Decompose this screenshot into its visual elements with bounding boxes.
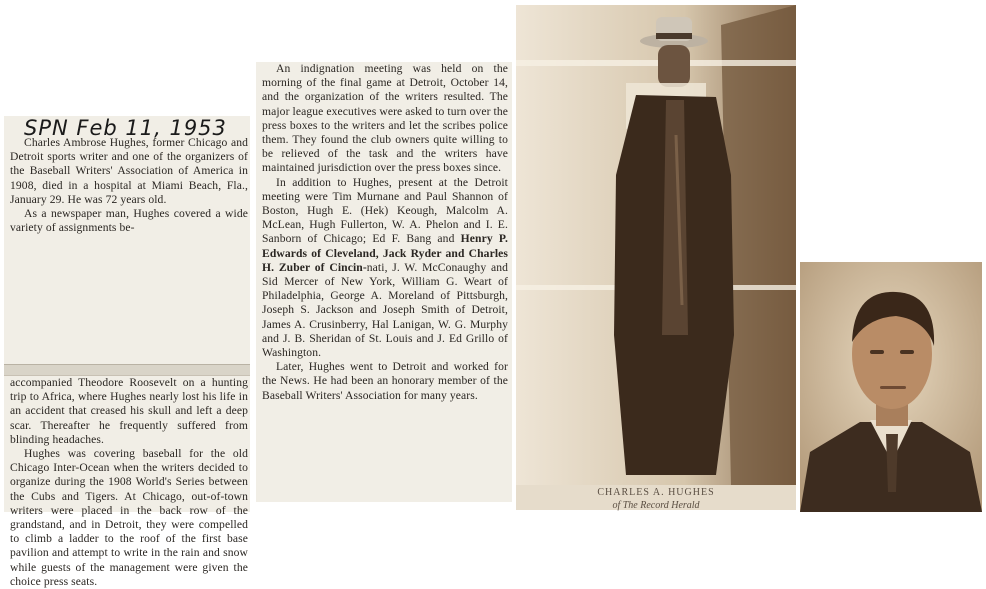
photo-caption-name: CHARLES A. HUGHES xyxy=(597,487,715,498)
later-career-paragraph: Later, Hughes went to Detroit and worked for the News. He had been an honorary member of the Baseball Writers' Association for many years. xyxy=(262,360,508,402)
photo-caption-affiliation: of The Record Herald xyxy=(612,500,700,511)
obituary-paragraph: As a newspaper man, Hughes covered a wide variety of assignments be- xyxy=(10,207,248,235)
attendees-text-end: nati, J. W. McConaughy and Sid Mercer of New York, William G. Weart of Philadelphia, George A. Moreland of Pittsburgh, Joseph S. Jackson and Joseph Smith of Detroit, James A. Crusinberry, Hal Lanigan, W. G. Murphy and J. B. Sheridan of St. Louis and J. Ed Grillo of Washington. xyxy=(262,260,508,360)
left-clipping xyxy=(4,116,250,588)
left-clipping-text-top xyxy=(10,136,248,235)
headshot-portrait-photo xyxy=(800,262,982,512)
obituary-paragraph: accompanied Theodore Roosevelt on a hunting trip to Africa, where Hughes nearly lost his life in an accident that creased his skull and left a deep scar. Thereafter he frequently suffered from blinding headaches. xyxy=(10,376,248,446)
attendees-text-bold: Henry P. Edwards of Cleveland, Jack Ryder and Charles H. Zuber of Cincin- xyxy=(262,232,508,274)
meeting-paragraph: An indignation meeting was held on the morning of the final game at Detroit, October 14, and the organization of the writers resulted. The major league executives were asked to turn over the press boxes to the writers and let the scribes police them. They found the club owners quite willing to be relieved of the task and the writers have maintained jurisdiction over the press boxes since. xyxy=(262,62,508,175)
middle-clipping xyxy=(256,62,512,502)
left-clipping-text-bottom xyxy=(10,376,248,589)
attendees-text-start: In addition to Hughes, present at the Detroit meeting were Tim Murnane and Paul Shannon of Boston, Hugh E. (Hek) Keough, Malcolm A. McLean, Hugh Fullerton, W. A. Phelon and I. E. Sanborn of Chicago; Ed F. Bang and xyxy=(262,175,508,246)
clipping-tear-divider xyxy=(4,364,250,376)
handwritten-date-note: SPN Feb 11, 1953 xyxy=(24,116,227,140)
middle-clipping-text xyxy=(262,62,508,403)
obituary-paragraph: Charles Ambrose Hughes, former Chicago and Detroit sports writer and one of the organizers of the Baseball Writers' Association of America in 1908, died in a hospital at Miami Beach, Fla., January 29. He was 72 years old. xyxy=(10,136,248,206)
headshot-illustration xyxy=(800,262,982,512)
attendees-paragraph xyxy=(262,176,508,361)
obituary-paragraph: Hughes was covering baseball for the old Chicago Inter-Ocean when the writers decided to organize during the 1908 World's Series between the Cubs and Tigers. At Chicago, out-of-town writers were placed in the back row of the grandstand, and in Detroit, they were compelled to climb a ladder to the roof of the first base pavilion and attempt to write in the rain and snow while guests of the management were given the choice press seats. xyxy=(10,447,248,588)
standing-portrait-photo xyxy=(516,5,796,510)
standing-figure-illustration xyxy=(516,5,796,485)
